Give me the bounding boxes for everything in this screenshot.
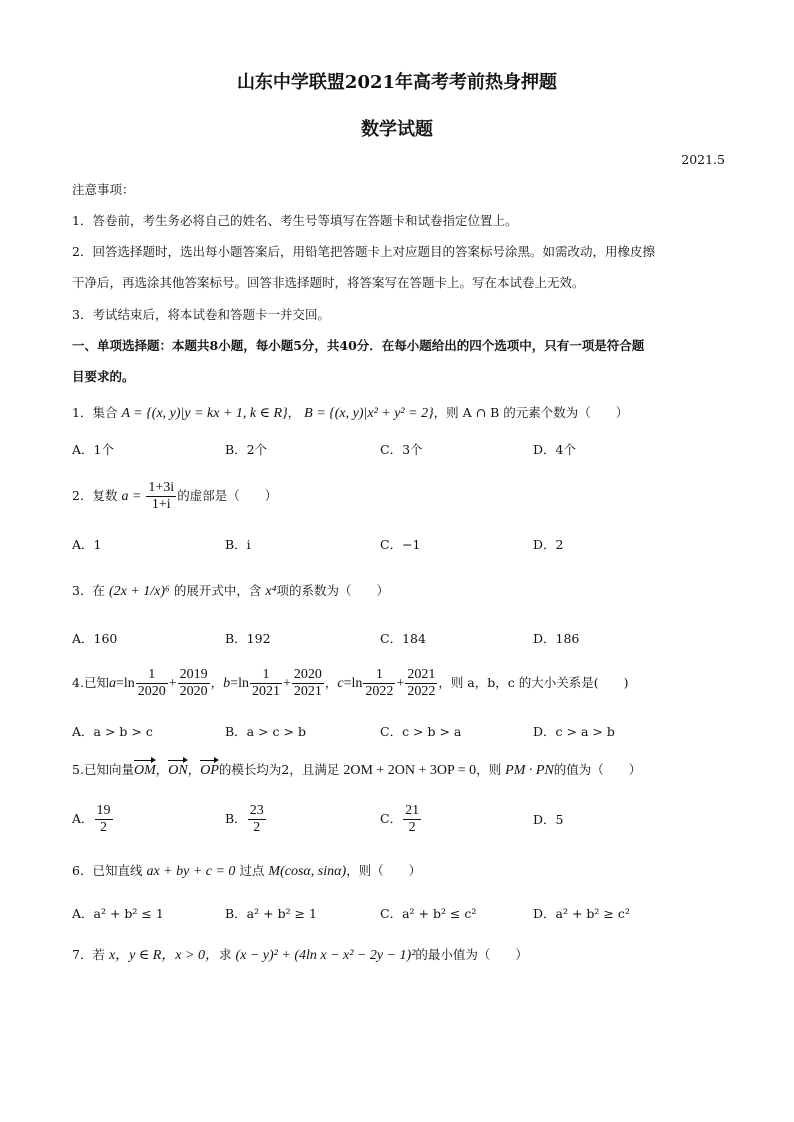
q4-a-frac2: $\frac{2019}{2020}$	[179, 667, 208, 699]
q2-option-c: C．−1	[380, 537, 421, 552]
q2-number: 2．	[72, 488, 93, 503]
exam-subtitle: 数学试题	[361, 119, 433, 140]
q1-suffix: ，则 A ∩ B 的元素个数为（ ）	[433, 405, 629, 420]
question-4: 4.已知a=ln $\frac{1}{2020}$ + $\frac{2019}{2020}$ ，b=ln $\frac{1}{2021}$ + $\frac{2020}{2021}$ ，c=ln $\frac{1}{2022}$ + $\frac{2021}{2022}$ ，则 a，b，c 的大小关系是( )	[72, 667, 629, 699]
q6-number: 6．	[72, 863, 93, 878]
q3-prefix: 在	[92, 583, 105, 598]
section-heading-cont: 目要求的。	[72, 369, 135, 384]
q3-option-d: D．186	[533, 631, 580, 646]
q1-number: 1．	[72, 405, 93, 420]
q6-line-eq: ax + by + c = 0	[146, 864, 236, 879]
q5-option-b-frac: $\frac{23}{2}$	[249, 803, 264, 835]
note-item-2: 2．回答选择题时，选出每小题答案后，用铅笔把答题卡上对应题目的答案标号涂黑。如需改动，用橡皮擦	[72, 244, 655, 259]
q1-option-b: B．2个	[225, 442, 268, 457]
q1-set-b: B = {(x, y)|x² + y² = 2}	[304, 406, 434, 421]
q4-number: 4.	[72, 675, 84, 690]
q5-option-c: C． $\frac{21}{2}$	[380, 803, 420, 835]
q6-option-b: B．a² + b² ≥ 1	[225, 906, 317, 921]
section-heading: 一、单项选择题：本题共8小题，每小题5分，共40分．在每小题给出的四个选项中，只有一项是符合题	[72, 338, 645, 353]
q2-frac-num: 1+3i	[148, 480, 175, 495]
q6-prefix: 已知直线	[92, 863, 143, 878]
q1-option-c: C．3个	[380, 442, 423, 457]
q1-option-d: D．4个	[533, 442, 576, 457]
q6-option-a: A．a² + b² ≤ 1	[72, 906, 164, 921]
q5-query: PM · PN	[505, 763, 554, 778]
q2-suffix: 的虚部是（ ）	[177, 488, 278, 503]
q3-suffix: 项的系数为（ ）	[276, 583, 390, 598]
question-3	[72, 574, 722, 609]
q4-b-frac1: $\frac{1}{2021}$	[251, 667, 280, 699]
q7-expr: (x − y)² + (4ln x − x² − 2y − 1)²	[235, 948, 416, 963]
q7-vars: x，y ∈ R，x > 0，	[108, 948, 219, 963]
q2-prefix: 复数	[92, 488, 118, 503]
question-2	[72, 479, 722, 514]
q5-prefix: 已知向量	[83, 762, 134, 777]
note-item-1: 1．答卷前，考生务必将自己的姓名、考生号等填写在答题卡和试卷指定位置上。	[72, 213, 518, 228]
exam-title: 山东中学联盟2021年高考考前热身押题	[236, 72, 558, 93]
q4-b-frac2: $\frac{2020}{2021}$	[293, 667, 322, 699]
notes-heading: 注意事项：	[72, 182, 135, 197]
q5-suffix: 的值为（ ）	[553, 762, 642, 777]
q3-number: 3．	[72, 583, 93, 598]
q4-a-frac1: $\frac{1}{2020}$	[137, 667, 166, 699]
q7-prefix: 若	[92, 947, 105, 962]
note-item-3: 3．考试结束后，将本试卷和答题卡一并交回。	[72, 307, 330, 322]
q5-option-b: B． $\frac{23}{2}$	[225, 803, 264, 835]
q4-suffix: 则 a，b，c 的大小关系是( )	[450, 675, 629, 690]
q5-option-a: A． $\frac{19}{2}$	[72, 803, 111, 835]
question-6	[72, 862, 722, 881]
q4-c-frac1: $\frac{1}{2022}$	[365, 667, 394, 699]
q4-c-frac2: $\frac{2021}{2022}$	[407, 667, 436, 699]
q4-option-b: B．a > c > b	[225, 724, 306, 739]
q2-fraction	[146, 480, 176, 513]
vector-on: ON	[168, 760, 187, 780]
q6-option-d: D．a² + b² ≥ c²	[533, 906, 630, 921]
q6-suffix: ，则（ ）	[346, 863, 422, 878]
q7-number: 7．	[72, 947, 93, 962]
q6-middle: 过点	[239, 863, 265, 878]
q3-middle: 的展开式中，含	[173, 583, 262, 598]
q5-number: 5.	[72, 762, 84, 777]
question-1: 1．集合 A = {(x, y)|y = kx + 1, k ∈ R}， B = {(x, y)|x² + y² = 2}，则 A ∩ B 的元素个数为（ ）	[72, 405, 629, 421]
q6-option-c: C．a² + b² ≤ c²	[380, 906, 477, 921]
q4-option-a: A．a > b > c	[72, 724, 153, 739]
q5-middle: 的模长均为2，且满足	[218, 762, 340, 777]
q3-option-b: B．192	[225, 631, 271, 646]
vector-op: OP	[200, 760, 219, 780]
q5-option-a-frac: $\frac{19}{2}$	[96, 803, 111, 835]
q3-option-c: C．184	[380, 631, 426, 646]
q2-frac-den: 1+i	[151, 497, 171, 512]
q5-option-c-frac: $\frac{21}{2}$	[405, 803, 420, 835]
q7-suffix: 的最小值为（ ）	[415, 947, 528, 962]
vector-om: OM	[134, 760, 156, 780]
q6-point: M(cosα, sinα)	[268, 864, 347, 879]
q7-middle: 求	[218, 947, 232, 962]
exam-date: 2021.5	[681, 152, 725, 167]
q3-term: x⁴	[265, 584, 277, 599]
note-item-2-cont: 干净后，再选涂其他答案标号。回答非选择题时，将答案写在答题卡上。写在本试卷上无效。	[72, 275, 585, 290]
q5-condition: 2OM + 2ON + 3OP = 0	[343, 763, 477, 778]
q3-option-a: A．160	[72, 631, 118, 646]
q4-option-c: C．c > b > a	[380, 724, 462, 739]
q1-prefix: 集合	[92, 405, 118, 420]
q4-prefix: 已知	[83, 675, 109, 690]
q2-option-b: B．i	[225, 537, 251, 552]
q3-expr: (2x + 1/x)⁶	[108, 584, 170, 599]
q2-option-a: A．1	[72, 537, 102, 552]
q2-option-d: D．2	[533, 537, 564, 552]
q1-option-a: A．1个	[72, 442, 114, 457]
q1-set-a: A = {(x, y)|y = kx + 1, k ∈ R}	[121, 406, 288, 421]
question-5: 5.已知向量OM，ON，OP的模长均为2，且满足 2OM + 2ON + 3OP = 0，则 PM · PN的值为（ ）	[72, 762, 642, 778]
question-7	[72, 946, 722, 965]
q5-option-d: D．5	[533, 812, 564, 827]
q4-option-d: D．c > a > b	[533, 724, 615, 739]
q2-lhs: a =	[121, 489, 142, 504]
